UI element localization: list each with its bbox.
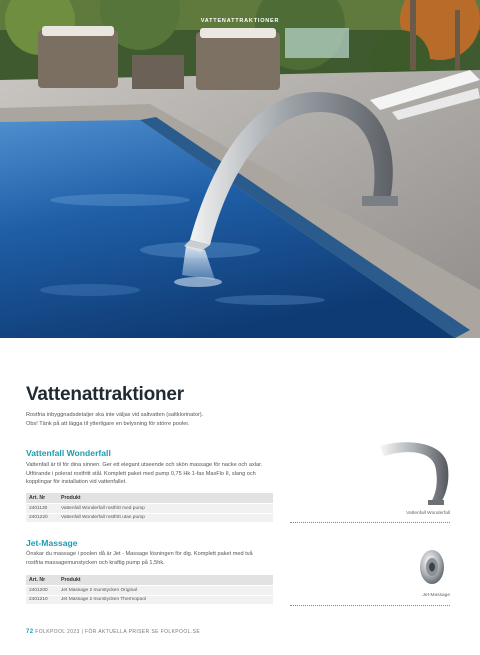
section-title-jet-massage: Jet-Massage xyxy=(26,538,78,548)
divider-dotted xyxy=(290,522,450,523)
divider-dotted xyxy=(290,605,450,606)
product-table-wonderfall xyxy=(26,493,273,522)
art-nr-cell: 2401220 xyxy=(26,513,58,522)
table-header-row xyxy=(26,493,273,504)
column-header-produkt: Produkt xyxy=(58,575,273,586)
art-nr-cell: 2401210 xyxy=(26,595,58,604)
intro-line-2: Obs! Tänk på att lägga til ytterligare en belysning för större pooler. xyxy=(26,420,190,427)
product-cell: Vattenfall Wonderfall rostfritt med pump xyxy=(58,504,273,514)
table-row xyxy=(26,586,273,596)
column-header-art-nr: Art. Nr xyxy=(26,493,58,504)
table-header-row xyxy=(26,575,273,586)
table-row xyxy=(26,513,273,522)
page-footer xyxy=(26,629,200,635)
intro-text xyxy=(26,411,326,429)
table-row xyxy=(26,504,273,514)
caption-jet-massage: Jet-Massage xyxy=(422,593,450,598)
art-nr-cell: 2401130 xyxy=(26,504,58,514)
column-header-art-nr: Art. Nr xyxy=(26,575,58,586)
product-cell: Jet Massage 2 munstycken Thermopool xyxy=(58,595,273,604)
art-nr-cell: 2401200 xyxy=(26,586,58,596)
section-title-wonderfall: Vattenfall Wonderfall xyxy=(26,448,111,458)
table-row xyxy=(26,595,273,604)
section-description-wonderfall: Vattenfall är til för dina sinnen. Ger ett elegant utseende och skön massage för nacke och axlar. Utförande i polerat rostfritt stål. Komplett paket med pump 0,75 Hk 1-fas MaxFlo II, slang och kopplingar för installation vid vattenfallet. xyxy=(26,462,263,486)
product-cell: Vattenfall Wonderfall rostfritt utan pump xyxy=(58,513,273,522)
section-description-jet-massage: Önskar du massage i poolen då är Jet - Massage lösningen för dig. Komplett paket med två rostfria massagemunstycken och kraftig pump på 1,5hk. xyxy=(26,551,253,566)
page-number: 72 xyxy=(26,629,34,635)
page-title: Vattenattraktioner xyxy=(26,384,184,405)
product-table-jet-massage xyxy=(26,575,273,604)
caption-wonderfall: Vattenfall Wonderfall xyxy=(406,511,450,516)
intro-line-1: Rostfria inbyggnadsdetaljer ska inte väljas vid saltvatten (saltklorinator). xyxy=(26,412,204,418)
jet-nozzle-product-image xyxy=(416,548,448,591)
product-cell: Jet Massage 2 munstycken Original xyxy=(58,586,273,596)
footer-text: FOLKPOOL 2023 | FÖR AKTUELLA PRISER SE FOLKPOOL.SE xyxy=(35,629,201,635)
column-header-produkt: Produkt xyxy=(58,493,273,504)
section-header-label: VATTENATTRAKTIONER xyxy=(200,18,280,24)
waterfall-product-image xyxy=(378,438,452,511)
